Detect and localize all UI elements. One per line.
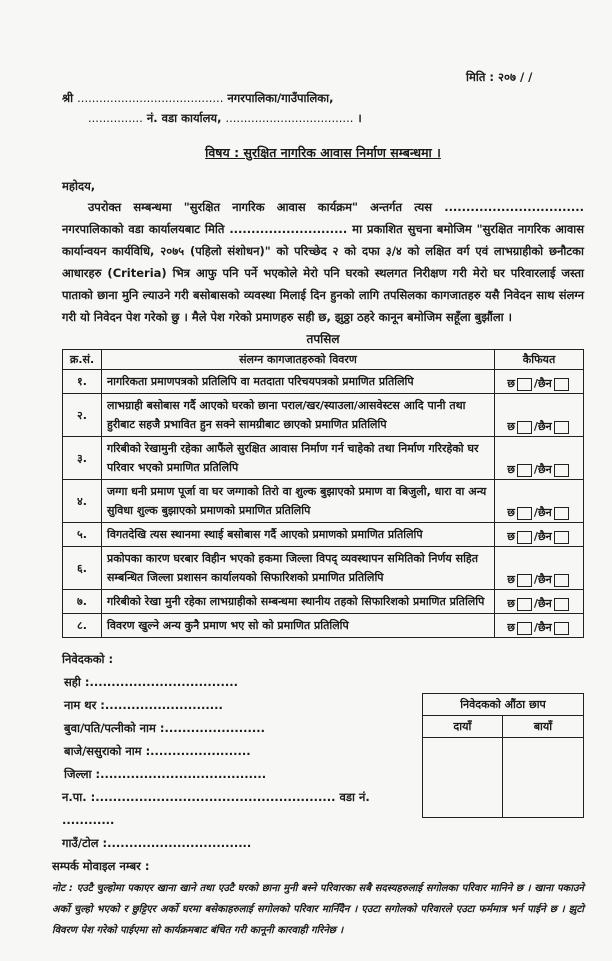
- no-label: छैन: [537, 377, 552, 390]
- table-row: [63, 523, 584, 547]
- signature-field[interactable]: सही :..................................: [64, 675, 238, 689]
- no-label: छैन: [537, 530, 552, 543]
- addressee-line-2: [88, 108, 584, 128]
- no-checkbox[interactable]: [554, 574, 569, 587]
- no-checkbox[interactable]: [554, 622, 569, 635]
- yes-label: छ: [507, 621, 515, 634]
- row-remarks: छ /छैन: [495, 394, 584, 437]
- yes-checkbox[interactable]: [517, 378, 532, 391]
- addressee-prefix: श्री: [62, 91, 74, 105]
- yes-checkbox[interactable]: [517, 531, 532, 544]
- header-serial: क्र.सं.: [63, 350, 102, 370]
- row-remarks: छ /छैन: [495, 590, 584, 614]
- table-row: [63, 547, 584, 590]
- table-header-row: [63, 350, 584, 370]
- body-paragraph: [62, 196, 584, 328]
- no-checkbox[interactable]: [554, 507, 569, 520]
- ward-number-blank: ...............: [88, 111, 143, 125]
- grandfather-name-field[interactable]: बाजे/ससुराको नाम :.......................: [64, 744, 251, 758]
- name-field[interactable]: नाम थर :...........................: [64, 698, 223, 712]
- yes-label: छ: [507, 530, 515, 543]
- yes-checkbox[interactable]: [517, 622, 532, 635]
- salutation: महोदय,: [62, 179, 96, 193]
- thumbprint-left-label: बायाँ: [502, 716, 583, 738]
- addressee-municipality: नगरपालिका/गाउँपालिका,: [227, 91, 334, 105]
- row-serial: ५.: [63, 523, 102, 547]
- table-row: [63, 480, 584, 523]
- header-description: संलग्न कागजातहरुको विवरण: [102, 350, 495, 370]
- applicant-details: [62, 648, 422, 855]
- no-label: छैन: [537, 573, 552, 586]
- row-description: गरिबीको रेखा मुनी रहेका लाभग्राहीको सम्बन्धमा स्थानीय तहको सिफारिशको प्रमाणित प्रतिलिपि: [102, 590, 495, 614]
- row-description: विवरण खुल्ने अन्य कुनै प्रमाण भए सो को प्रमाणित प्रतिलिपि: [102, 614, 495, 638]
- applicant-heading: निवेदकको :: [62, 652, 114, 666]
- village-field[interactable]: गाउँ/टोल :.................................: [62, 836, 252, 850]
- row-remarks: छ /छैन: [495, 523, 584, 547]
- mobile-field[interactable]: सम्पर्क मोवाइल नम्बर :: [52, 859, 150, 873]
- row-description: जग्गा धनी प्रमाण पूर्जा वा घर जग्गाको तिरो वा शुल्क बुझाएको प्रमाण वा बिजुली, धारा वा अन्य सुविधा शुल्क बुझाएको प्रमाणको प्रमाणित प्रतिलिपि: [102, 480, 495, 523]
- yes-checkbox[interactable]: [517, 464, 532, 477]
- thumbprint-box: [422, 693, 584, 818]
- no-checkbox[interactable]: [554, 464, 569, 477]
- addressee-blank: ........................................: [77, 91, 224, 105]
- thumbprint-left-area: [502, 738, 583, 818]
- yes-label: छ: [507, 573, 515, 586]
- body-text: उपरोक्त सम्बन्धमा "सुरक्षित नागरिक आवास कार्यक्रम" अन्तर्गत त्यस ................................ नगरपालिकाको वडा कार्यालयबाट मिति ........................... मा प्रकाशित सुचना बमोजिम "सुरक्षित नागरिक आवास कार्यान्वयन कार्यविधि, २०७५ (पहिलो संशोधन)" को परिच्छेद २ को दफा ३/४ को लक्षित वर्ग एवं लाभग्राहीको छनौटका आधारहरु (Criteria) भित्र आफु पनि पर्ने भएकोले मेरो पनि घरको स्थलगत निरीक्षण गरी मेरो घर परिवारलाई जस्ता पाताको छाना मुनि ल्याउने गरी बसोबासको व्यवस्था मिलाई दिन हुनको लागि तपसिलका कागजातहरु यसै निवेदन साथ संलग्न गरी यो निवेदन पेश गरेको छु । मैले पेश गरेको प्रमाणहरु सही छ, झुठ्ठा ठहरे कानून बमोजिम सहूँला बुझौंला ।: [62, 200, 584, 324]
- no-label: छैन: [537, 420, 552, 433]
- thumbprint-title: निवेदकको औंठा छाप: [423, 694, 584, 716]
- no-checkbox[interactable]: [554, 378, 569, 391]
- row-serial: ३.: [63, 437, 102, 480]
- row-remarks: छ /छैन: [495, 480, 584, 523]
- row-serial: ६.: [63, 547, 102, 590]
- table-row: [63, 437, 584, 480]
- yes-label: छ: [507, 420, 515, 433]
- addressee-line-1: [62, 88, 584, 108]
- row-description: विगतदेखि त्यस स्थानमा स्थाई बसोबास गर्दै आएको प्रमाणको प्रमाणित प्रतिलिपि: [102, 523, 495, 547]
- row-remarks: छ /छैन: [495, 370, 584, 394]
- row-description: लाभग्राही बसोबास गर्दै आएको घरको छाना पराल/खर/स्याउला/आसवेस्टस आदि पानी तथा हुरीबाट सहजै प्रभावित हुन सक्ने सामग्रीबाट छाएको प्रमाणित प्रतिलिपि: [102, 394, 495, 437]
- yes-label: छ: [507, 506, 515, 519]
- row-description: गरिबीको रेखामुनी रहेका आफैंले सुरक्षित आवास निर्माण गर्न चाहेको तथा निर्माण गरिरहेको घर परिवार भएको प्रमाणित प्रतिलिपि: [102, 437, 495, 480]
- ward-office-label: नं. वडा कार्यालय,: [146, 111, 222, 125]
- subject-line: विषय : सुरक्षित नागरिक आवास निर्माण सम्बन्धमा ।: [205, 145, 441, 160]
- table-row: [63, 614, 584, 638]
- documents-table: [62, 349, 584, 638]
- row-remarks: छ /छैन: [495, 547, 584, 590]
- note-text: नोट : एउटै चुल्होमा पकाएर खाना खाने तथा एउटै घरको छाना मुनी बस्ने परिवारका सबै सदस्यहरुलाई सगोलका परिवार मानिने छ । खाना पकाउने अर्को चुल्हो भएको र छुट्टिएर अर्को घरमा बसेकाहरुलाई सगोलको परिवार मानिँदैन । एउटा सगोलको परिवारले एउटा फर्ममात्र भर्न पाईने छ । झुटो विवरण पेश गरेको पाईएमा सो कार्यक्रमबाट बंचित गरी कानूनी कारवाही गरिनेछ ।: [52, 883, 584, 936]
- parent-name-field[interactable]: बुवा/पति/पत्नीको नाम :.......................: [64, 721, 265, 735]
- thumbprint-right-area: [423, 738, 503, 818]
- thumbprint-right-label: दायाँ: [423, 716, 503, 738]
- date-field: मिति : २०७ / /: [466, 70, 533, 84]
- yes-checkbox[interactable]: [517, 421, 532, 434]
- row-description: प्रकोपका कारण घरबार विहीन भएको हकमा जिल्ला विपद् व्यवस्थापन समितिको निर्णय सहित सम्बन्धित जिल्ला प्रशासन कार्यालयको सिफारिशको प्रमाणित प्रतिलिपि: [102, 547, 495, 590]
- municipality-ward-field[interactable]: न.पा. :....................................................... वडा नं. ............: [62, 790, 370, 827]
- row-remarks: छ /छैन: [495, 437, 584, 480]
- no-label: छैन: [537, 597, 552, 610]
- row-remarks: छ /छैन: [495, 614, 584, 638]
- row-serial: २.: [63, 394, 102, 437]
- header-remarks: कैफियत: [495, 350, 584, 370]
- row-serial: ८.: [63, 614, 102, 638]
- end-mark: ।: [357, 111, 362, 125]
- no-checkbox[interactable]: [554, 531, 569, 544]
- no-label: छैन: [537, 506, 552, 519]
- row-serial: ७.: [63, 590, 102, 614]
- row-serial: ४.: [63, 480, 102, 523]
- table-row: [63, 370, 584, 394]
- yes-checkbox[interactable]: [517, 507, 532, 520]
- no-label: छैन: [537, 621, 552, 634]
- no-label: छैन: [537, 463, 552, 476]
- row-serial: १.: [63, 370, 102, 394]
- row-description: नागरिकता प्रमाणपत्रको प्रतिलिपि वा मतदाता परिचयपत्रको प्रमाणित प्रतिलिपि: [102, 370, 495, 394]
- office-blank: ...................................: [225, 111, 354, 125]
- yes-label: छ: [507, 377, 515, 390]
- yes-checkbox[interactable]: [517, 598, 532, 611]
- yes-checkbox[interactable]: [517, 574, 532, 587]
- lower-section: [62, 648, 584, 855]
- table-row: [63, 590, 584, 614]
- yes-label: छ: [507, 463, 515, 476]
- no-checkbox[interactable]: [554, 598, 569, 611]
- table-row: [63, 394, 584, 437]
- table-title: तपसिल: [306, 332, 340, 346]
- no-checkbox[interactable]: [554, 421, 569, 434]
- district-field[interactable]: जिल्ला :......................................: [64, 767, 267, 781]
- yes-label: छ: [507, 597, 515, 610]
